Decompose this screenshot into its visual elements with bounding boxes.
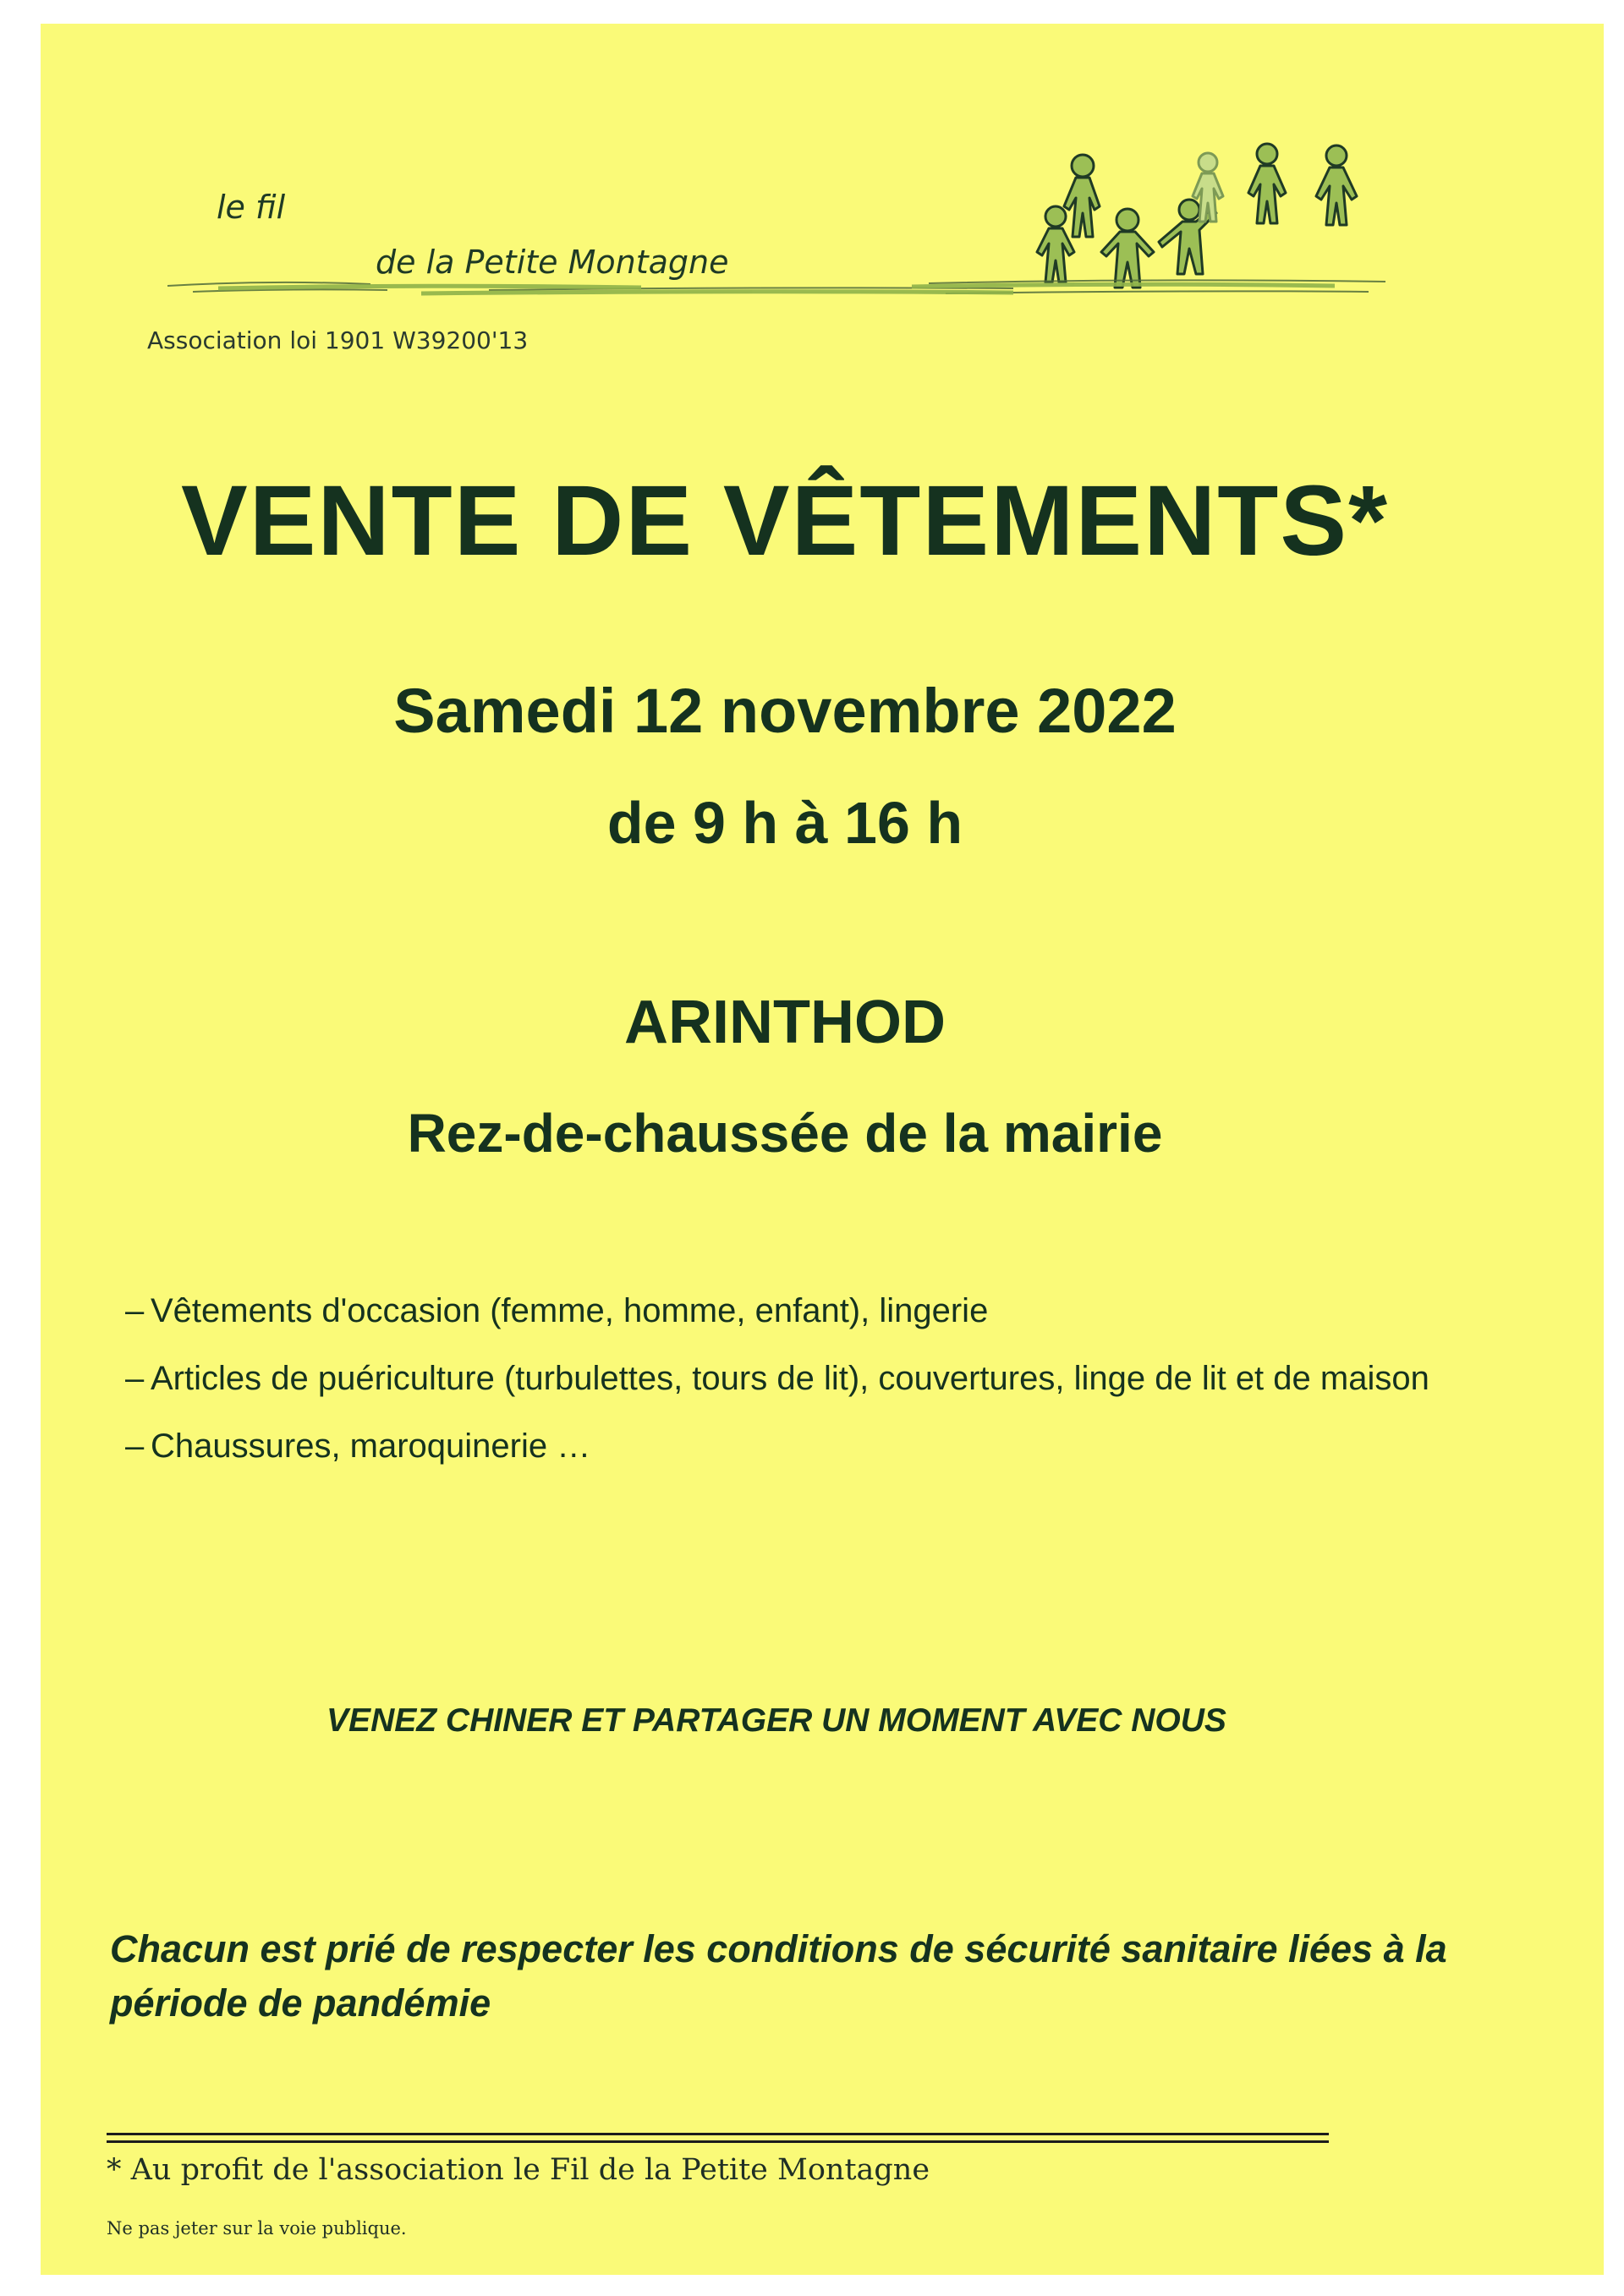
list-item xyxy=(125,1423,1479,1469)
divider xyxy=(107,2133,1329,2135)
divider xyxy=(107,2140,1329,2143)
event-hours: de 9 h à 16 h xyxy=(606,790,963,856)
event-venue: Rez-de-chaussée de la mairie xyxy=(407,1103,1163,1164)
disclaimer: Ne pas jeter sur la voie publique. xyxy=(107,2218,407,2238)
list-item-text: Chaussures, maroquinerie … xyxy=(151,1427,591,1465)
health-notice: Chacun est prié de respecter les conditions de sécurité sanitaire liées à la période de pandémie xyxy=(110,1927,1447,2025)
list-item-text: Vêtements d'occasion (femme, homme, enfant), lingerie xyxy=(151,1292,989,1329)
event-town: ARINTHOD xyxy=(624,989,946,1056)
association-registration: Association loi 1901 W39200'13 xyxy=(147,326,529,354)
list-marker: – xyxy=(125,1360,145,1397)
grass-line-icon xyxy=(167,256,1394,324)
logo-title: le fil xyxy=(217,189,286,226)
list-item xyxy=(125,1288,1479,1334)
list-marker: – xyxy=(125,1292,145,1329)
page-title: VENTE DE VÊTEMENTS* xyxy=(180,465,1389,577)
logo-subtitle: de la Petite Montagne xyxy=(376,244,729,281)
invitation-text: VENEZ CHINER ET PARTAGER UN MOMENT AVEC NOUS xyxy=(326,1702,1226,1739)
list-marker: – xyxy=(125,1427,145,1465)
event-date: Samedi 12 novembre 2022 xyxy=(393,676,1177,746)
item-list xyxy=(125,1288,1479,1491)
footnote: * Au profit de l'association le Fil de la Petite Montagne xyxy=(107,2153,930,2187)
list-item-text: Articles de puériculture (turbulettes, tours de lit), couvertures, linge de lit et de maison xyxy=(151,1360,1429,1397)
flyer-sheet xyxy=(41,24,1604,2275)
list-item xyxy=(125,1356,1479,1401)
